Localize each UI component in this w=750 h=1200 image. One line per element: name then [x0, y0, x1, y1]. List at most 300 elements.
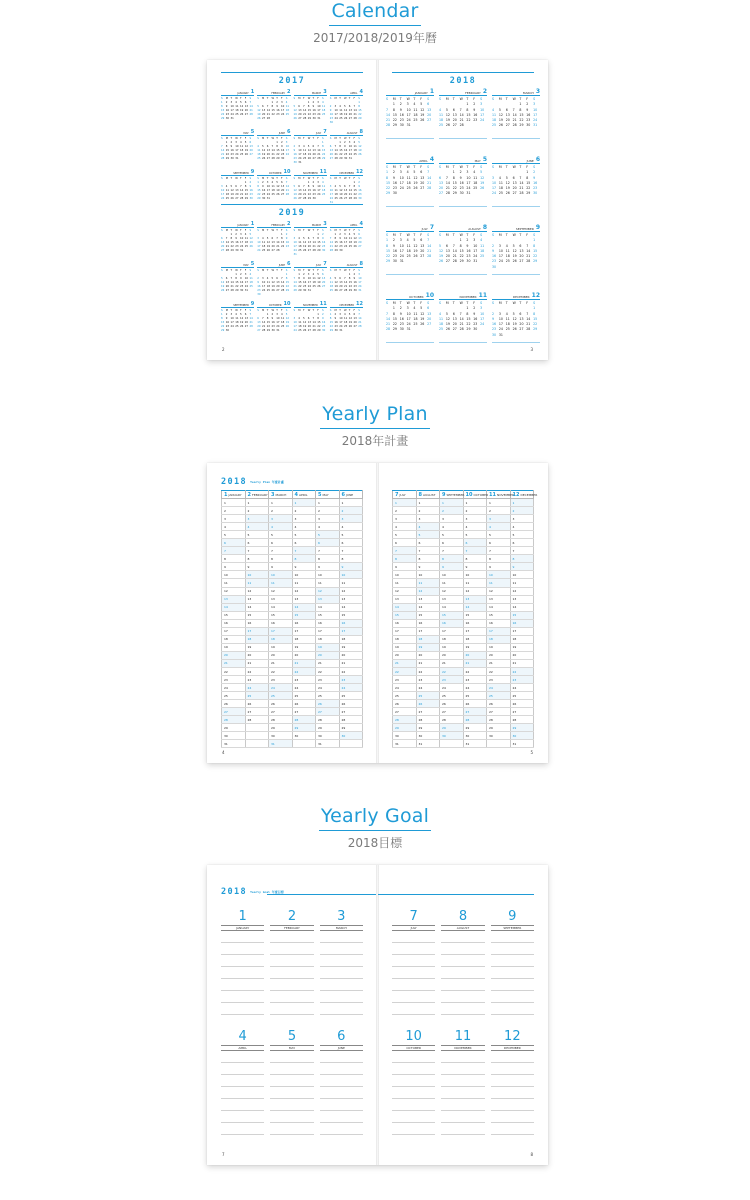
calendar-day: 9 — [230, 145, 233, 148]
year-heading-2019: 2019 — [221, 204, 363, 218]
calendar-day: 23 — [249, 193, 253, 196]
calendar-day: 7 — [358, 313, 360, 316]
goal-month-number: 3 — [337, 909, 346, 924]
plan-row — [393, 531, 534, 539]
month-name: FEBRUARY — [271, 92, 286, 95]
plan-day-cell: 1 — [393, 499, 417, 507]
weekday-label: S — [221, 97, 223, 100]
plan-day-cell: 20 — [440, 651, 464, 659]
weekday-label: S — [322, 137, 324, 140]
calendar-day: 27 — [225, 289, 230, 292]
calendar-day: 18 — [348, 241, 353, 244]
calendar-day: 3 — [317, 101, 319, 104]
calendar-day: 1 — [244, 181, 247, 184]
weekday-label: F — [420, 233, 423, 237]
weekday-label: T — [276, 137, 278, 140]
weekday-label: W — [271, 269, 275, 272]
plan-day-cell: 8 — [222, 555, 246, 563]
calendar-day: 12 — [445, 316, 450, 321]
calendar-day: 2 — [358, 181, 360, 184]
calendar-day: 29 — [221, 117, 225, 120]
plan-day-cell — [487, 740, 511, 748]
calendar-day: 23 — [533, 186, 538, 191]
plan-day-cell: 2 — [393, 507, 417, 515]
calendar-day: 30 — [281, 157, 285, 160]
calendar-day: 31 — [473, 259, 478, 264]
calendar-day: 7 — [281, 277, 283, 280]
month-block — [294, 260, 327, 300]
calendar-day: 13 — [353, 317, 357, 320]
calendar-day: 14 — [249, 317, 253, 320]
calendar-day: 25 — [312, 285, 316, 288]
calendar-day: 8 — [392, 311, 395, 316]
plan-day-cell: 5 — [510, 531, 534, 539]
day-grid — [257, 177, 290, 201]
calendar-day: 11 — [329, 281, 334, 284]
calendar-day: 15 — [230, 241, 234, 244]
month-header — [294, 168, 327, 176]
day-grid — [221, 309, 254, 333]
weekday-label: T — [519, 233, 522, 237]
day-grid — [330, 229, 363, 253]
calendar-day: 25 — [240, 153, 244, 156]
calendar-day: 5 — [240, 313, 242, 316]
weekday-label: F — [281, 229, 283, 232]
calendar-day: 14 — [459, 316, 464, 321]
plan-day-cell: 7 — [292, 547, 316, 555]
plan-month-name: JULY — [399, 492, 406, 497]
plan-day-cell: 22 — [463, 667, 487, 675]
plan-month-number: 12 — [512, 491, 520, 498]
weekday-label: S — [249, 309, 252, 312]
calendar-day: 25 — [266, 289, 271, 292]
plan-header-row — [393, 491, 534, 499]
weekday-label: T — [240, 229, 242, 232]
calendar-day: 2 — [225, 101, 228, 104]
calendar-day: 20 — [452, 118, 457, 123]
calendar-day: 26 — [293, 197, 297, 200]
month-block — [257, 220, 290, 260]
month-number: 11 — [319, 301, 327, 307]
weekday-label: T — [230, 177, 233, 180]
calendar-day: 21 — [317, 153, 321, 156]
calendar-day: 4 — [413, 102, 416, 107]
calendar-day: 26 — [420, 322, 425, 327]
calendar-day: 1 — [266, 313, 269, 316]
month-name: MARCH — [522, 91, 534, 95]
plan-day-cell: 3 — [245, 515, 269, 523]
calendar-day: 13 — [512, 180, 517, 185]
plan-header-row — [222, 491, 363, 499]
plan-day-cell: 26 — [487, 700, 511, 708]
calendar-day: 16 — [285, 241, 290, 244]
calendar-day: 1 — [526, 170, 529, 175]
calendar-day: 20 — [322, 281, 326, 284]
calendar-day: 18 — [473, 180, 478, 185]
plan-month-name: DECEMBER — [520, 492, 538, 497]
calendar-day: 15 — [466, 112, 471, 117]
goal-label: Yearly Goal 年度目標 — [250, 889, 284, 894]
calendar-day: 18 — [406, 248, 411, 253]
weekday-label: F — [526, 165, 529, 169]
calendar-day: 11 — [240, 145, 244, 148]
plan-day-cell: 22 — [222, 667, 246, 675]
plan-day-cell: 26 — [222, 700, 246, 708]
plan-day-cell: 13 — [245, 595, 269, 603]
calendar-day: 12 — [445, 112, 450, 117]
plan-day-cell: 12 — [269, 587, 293, 595]
month-number: 6 — [287, 261, 291, 267]
calendar-day: 5 — [445, 107, 448, 112]
plan-day-cell: 24 — [292, 684, 316, 692]
calendar-day: 16 — [235, 241, 239, 244]
plan-day-cell: 12 — [440, 587, 464, 595]
calendar-day: 14 — [303, 189, 307, 192]
plan-row — [222, 732, 363, 740]
calendar-day: 26 — [439, 259, 444, 264]
calendar-day: 18 — [413, 316, 418, 321]
calendar-day: 30 — [399, 123, 404, 128]
weekday-label: S — [480, 233, 483, 237]
weekday-label: T — [230, 97, 233, 100]
calendar-day: 2 — [473, 306, 476, 311]
calendar-day: 29 — [285, 289, 290, 292]
calendar-day: 16 — [473, 316, 478, 321]
weekday-label: T — [413, 97, 416, 101]
calendar-day: 28 — [344, 289, 348, 292]
month-header — [386, 154, 434, 164]
plan-day-cell: 10 — [339, 571, 363, 579]
plan-day-cell: 24 — [510, 684, 534, 692]
calendar-day: 2 — [312, 101, 315, 104]
calendar-day: 8 — [519, 107, 522, 112]
month-number: 12 — [531, 292, 540, 299]
plan-day-cell: 1 — [487, 499, 511, 507]
calendar-day: 12 — [244, 145, 249, 148]
plan-month-number: 3 — [271, 491, 275, 498]
calendar-day: 9 — [225, 105, 228, 108]
calendar-day: 12 — [413, 243, 418, 248]
calendar-day: 26 — [307, 157, 312, 160]
calendar-day: 22 — [392, 118, 397, 123]
plan-day-cell: 7 — [440, 547, 464, 555]
weekday-label: S — [427, 165, 430, 169]
plan-month-name: JUNE — [345, 492, 354, 497]
weekday-label: M — [225, 229, 228, 232]
weekday-label: W — [512, 301, 516, 305]
plan-day-cell: 24 — [393, 684, 417, 692]
calendar-day: 8 — [230, 237, 233, 240]
plan-day-cell: 2 — [269, 507, 293, 515]
plan-day-cell: 14 — [416, 603, 440, 611]
month-header — [257, 300, 290, 308]
month-header — [330, 220, 363, 228]
plan-day-cell: 15 — [269, 611, 293, 619]
weekday-label: T — [399, 301, 402, 305]
calendar-day: 15 — [459, 248, 464, 253]
weekday-label: M — [334, 97, 337, 100]
calendar-day: 11 — [334, 189, 338, 192]
calendar-day: 23 — [285, 245, 290, 248]
month-block — [257, 260, 290, 300]
plan-day-cell: 25 — [292, 692, 316, 700]
calendar-day: 7 — [266, 105, 269, 108]
page-number: 3 — [530, 347, 533, 352]
plan-day-cell: 17 — [510, 627, 534, 635]
month-block — [492, 86, 540, 154]
calendar-day: 25 — [322, 113, 326, 116]
month-block — [294, 128, 327, 168]
month-block — [386, 86, 434, 154]
calendar-day: 17 — [240, 241, 244, 244]
plan-row — [393, 523, 534, 531]
plan-day-cell: 5 — [393, 531, 417, 539]
month-name: JANUARY — [237, 224, 249, 227]
plan-day-cell: 2 — [440, 507, 464, 515]
plan-month-number: 5 — [318, 491, 322, 498]
calendar-day: 10 — [498, 248, 503, 253]
plan-row — [222, 555, 363, 563]
calendar-day: 8 — [358, 105, 360, 108]
plan-day-cell: 2 — [463, 507, 487, 515]
calendar-day: 31 — [240, 249, 244, 252]
plan-day-cell: 13 — [416, 595, 440, 603]
weekday-label: T — [303, 229, 305, 232]
plan-day-cell: 6 — [393, 539, 417, 547]
calendar-day: 13 — [322, 277, 326, 280]
calendar-day: 31 — [358, 289, 362, 292]
weekday-label: M — [498, 97, 502, 101]
calendar-day: 6 — [262, 105, 264, 108]
month-header — [386, 290, 434, 300]
weekday-label: F — [526, 97, 529, 101]
calendar-day: 16 — [322, 321, 326, 324]
plan-day-cell: 15 — [245, 611, 269, 619]
calendar-day: 10 — [329, 189, 334, 192]
calendar-day: 27 — [307, 249, 312, 252]
weekday-label: T — [452, 97, 455, 101]
calendar-day: 15 — [257, 189, 261, 192]
weekday-label: T — [348, 137, 351, 140]
weekday-label: F — [353, 229, 355, 232]
calendar-day: 1 — [298, 273, 300, 276]
weekday-label: S — [386, 233, 389, 237]
month-number: 7 — [323, 261, 327, 267]
calendar-day: 4 — [344, 313, 346, 316]
calendar-day: 25 — [339, 117, 343, 120]
calendar-day: 12 — [358, 145, 362, 148]
calendar-day: 22 — [353, 193, 357, 196]
calendar-day: 26 — [480, 186, 485, 191]
plan-month-number: 4 — [294, 491, 298, 498]
calendar-day: 16 — [526, 112, 531, 117]
calendar-day: 30 — [322, 249, 326, 252]
calendar-day: 14 — [317, 149, 321, 152]
year-heading-2018: 2018 — [392, 72, 534, 86]
calendar-day: 14 — [249, 105, 253, 108]
plan-day-cell: 18 — [487, 635, 511, 643]
calendar-day: 11 — [257, 149, 261, 152]
plan-day-cell: 6 — [487, 539, 511, 547]
calendar-day: 24 — [498, 327, 503, 332]
plan-day-cell: 27 — [339, 708, 363, 716]
month-header — [221, 220, 254, 228]
month-number: 7 — [323, 129, 327, 135]
weekday-label: M — [445, 97, 449, 101]
plan-day-cell: 11 — [487, 579, 511, 587]
calendar-day: 20 — [276, 285, 280, 288]
calendar-day: 29 — [353, 197, 357, 200]
plan-day-cell: 25 — [510, 692, 534, 700]
month-name: FEBRUARY — [465, 91, 481, 95]
calendar-day: 18 — [281, 321, 285, 324]
plan-day-cell: 29 — [416, 724, 440, 732]
calendar-day: 19 — [317, 281, 321, 284]
calendar-day: 4 — [473, 170, 476, 175]
calendar-day: 8 — [276, 145, 278, 148]
calendar-day: 10 — [298, 149, 302, 152]
calendar-day: 5 — [317, 273, 319, 276]
plan-day-cell: 28 — [316, 716, 340, 724]
plan-day-cell: 2 — [510, 507, 534, 515]
plan-month-name: OCTOBER — [473, 492, 489, 497]
calendar-day: 12 — [439, 248, 444, 253]
calendar-day: 8 — [526, 175, 529, 180]
calendar-day: 8 — [266, 317, 269, 320]
calendar-day: 18 — [244, 241, 249, 244]
plan-day-cell: 11 — [339, 579, 363, 587]
calendar-day: 21 — [262, 325, 266, 328]
calendar-day: 12 — [334, 281, 338, 284]
calendar-day: 25 — [271, 193, 275, 196]
weekday-label: W — [235, 309, 238, 312]
plan-row — [222, 611, 363, 619]
calendar-day: 1 — [533, 238, 536, 243]
plan-row — [393, 539, 534, 547]
goal-spread — [207, 865, 548, 1165]
weekday-label: W — [459, 97, 463, 101]
calendar-day: 11 — [322, 105, 326, 108]
goal-writing-lines — [392, 931, 435, 1017]
calendar-day: 11 — [298, 241, 302, 244]
calendar-day: 3 — [399, 238, 402, 243]
calendar-day: 16 — [293, 153, 297, 156]
calendar-day: 18 — [303, 153, 307, 156]
weekday-label: S — [285, 137, 288, 140]
calendar-day: 24 — [399, 254, 404, 259]
calendar-day: 22 — [386, 254, 391, 259]
weekday-label: S — [533, 97, 536, 101]
calendar-day: 23 — [526, 118, 531, 123]
calendar-day: 25 — [344, 325, 348, 328]
calendar-spread — [207, 60, 548, 360]
weekday-label: M — [225, 177, 228, 180]
calendar-day: 12 — [266, 241, 271, 244]
calendar-day: 7 — [285, 181, 288, 184]
weekday-label: F — [281, 137, 283, 140]
calendar-day: 13 — [427, 311, 432, 316]
calendar-day: 25 — [257, 157, 261, 160]
calendar-day: 29 — [533, 259, 538, 264]
plan-day-cell: 6 — [440, 539, 464, 547]
calendar-day: 9 — [392, 175, 395, 180]
weekday-label: T — [339, 309, 341, 312]
plan-day-cell: 24 — [339, 684, 363, 692]
calendar-day: 28 — [262, 329, 266, 332]
calendar-day: 15 — [322, 149, 326, 152]
weekday-label: W — [406, 301, 410, 305]
calendar-day: 6 — [353, 313, 356, 316]
calendar-day: 17 — [533, 112, 538, 117]
plan-day-cell: 2 — [222, 507, 246, 515]
weekday-label: T — [339, 97, 341, 100]
plan-day-cell: 14 — [393, 603, 417, 611]
weekday-label: T — [266, 229, 269, 232]
plan-day-cell: 15 — [487, 611, 511, 619]
plan-day-cell: 19 — [440, 643, 464, 651]
calendar-day: 20 — [298, 113, 302, 116]
calendar-day: 7 — [427, 170, 430, 175]
calendar-day: 16 — [459, 180, 464, 185]
calendar-day: 4 — [492, 107, 495, 112]
calendar-day: 30 — [230, 157, 234, 160]
calendar-day: 9 — [271, 317, 274, 320]
plan-day-cell: 25 — [222, 692, 246, 700]
plan-day-cell: 22 — [339, 667, 363, 675]
calendar-day: 25 — [322, 193, 326, 196]
plan-row — [393, 587, 534, 595]
calendar-day: 18 — [262, 245, 266, 248]
calendar-day: 12 — [420, 107, 425, 112]
plan-day-cell: 10 — [463, 571, 487, 579]
plan-day-cell: 5 — [463, 531, 487, 539]
calendar-day: 29 — [348, 289, 353, 292]
calendar-day: 7 — [386, 107, 389, 112]
weekday-label: W — [459, 301, 463, 305]
calendar-day: 18 — [322, 189, 326, 192]
month-block — [257, 88, 290, 128]
plan-day-cell: 11 — [222, 579, 246, 587]
calendar-day: 5 — [276, 181, 278, 184]
plan-day-cell: 27 — [487, 708, 511, 716]
weekday-label: S — [322, 269, 324, 272]
goal-month-column — [491, 1029, 534, 1137]
calendar-day: 12 — [240, 317, 244, 320]
calendar-day: 5 — [303, 237, 305, 240]
plan-day-cell: 24 — [416, 684, 440, 692]
plan-day-cell: 8 — [269, 555, 293, 563]
calendar-day: 15 — [317, 321, 321, 324]
calendar-day: 19 — [420, 316, 425, 321]
calendar-day: 21 — [221, 153, 225, 156]
plan-day-cell: 16 — [463, 619, 487, 627]
month-block — [330, 168, 363, 208]
calendar-day: 23 — [492, 259, 497, 264]
calendar-day: 22 — [348, 285, 353, 288]
calendar-day: 2 — [257, 277, 259, 280]
weekday-label: M — [392, 301, 396, 305]
calendar-day: 1 — [353, 181, 356, 184]
calendar-day: 9 — [339, 237, 341, 240]
weekday-label: F — [244, 229, 247, 232]
calendar-day: 20 — [439, 186, 444, 191]
calendar-day: 27 — [266, 157, 271, 160]
calendar-day: 12 — [498, 112, 503, 117]
calendar-day: 19 — [420, 112, 425, 117]
plan-day-cell: 16 — [510, 619, 534, 627]
day-grid — [257, 97, 290, 121]
weekday-label: F — [317, 137, 319, 140]
